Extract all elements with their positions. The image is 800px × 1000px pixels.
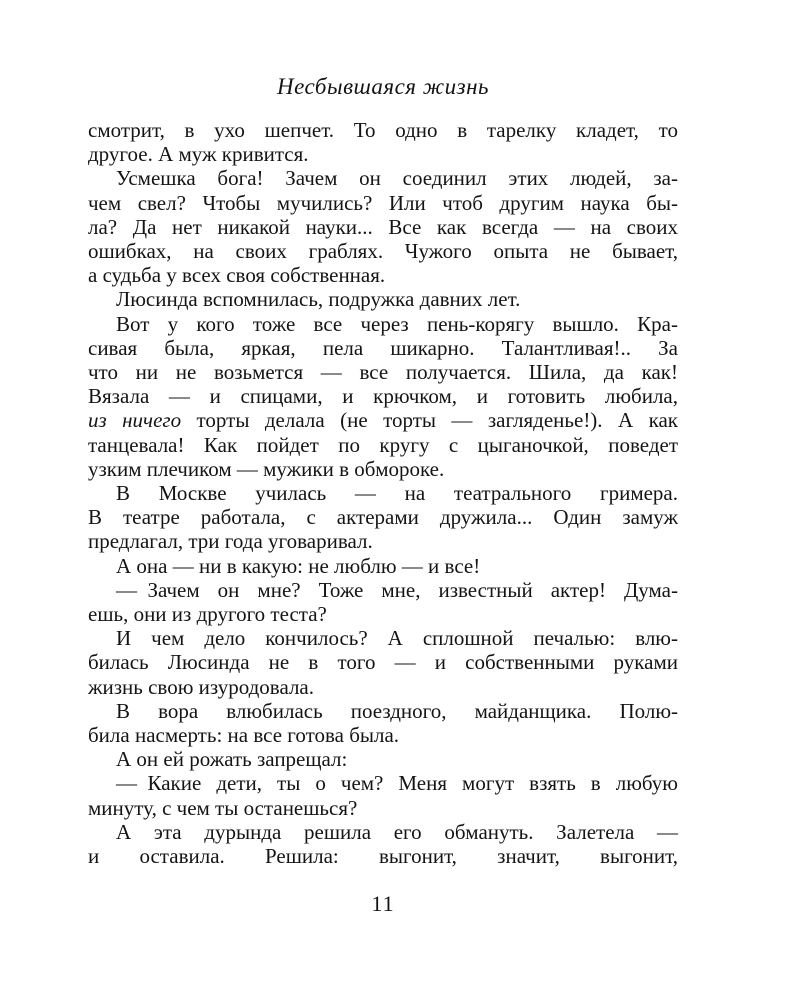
- text-line: А эта дурында решила его обмануть. Залетела —: [116, 819, 678, 844]
- page-number: 11: [371, 891, 395, 916]
- text-line: танцевала! Как пойдет по кругу с цыганочкой, поведет: [88, 432, 678, 457]
- text-line: чем свел? Чтобы мучились? Или чтоб другим наука бы-: [88, 190, 678, 215]
- text-line: билась Люсинда не в того — и собственными руками: [88, 650, 678, 675]
- italic-phrase: из ничего: [88, 408, 182, 433]
- text-line: В театре работала, с актерами дружила... Один замуж: [88, 505, 678, 530]
- text-line: смотрит, в ухо шепчет. То одно в тарелку кладет, то: [88, 118, 678, 142]
- text-line: ешь, они из другого теста?: [88, 602, 327, 627]
- text-line: ошибках, на своих граблях. Чужого опыта не бывает,: [88, 239, 678, 264]
- text-line: что ни не возьмется — все получается. Шила, да как!: [88, 360, 678, 385]
- text-line: узким плечиком — мужики в обмороке.: [88, 456, 445, 481]
- text-line: а судьба у всех своя собственная.: [88, 263, 386, 288]
- text-line: ла? Да нет никакой науки... Все как всегда — на своих: [88, 214, 678, 239]
- text-line: Вот у кого тоже все через пень-корягу вышло. Кра-: [116, 311, 678, 336]
- text-line: Люсинда вспомнилась, подружка давних лет.: [116, 287, 521, 312]
- running-title: Несбывшаяся жизнь: [277, 74, 489, 99]
- text-line: — Какие дети, ты о чем? Меня могут взять в любую: [116, 771, 678, 796]
- text-line: минуту, с чем ты останешься?: [88, 795, 358, 820]
- text-line: И чем дело кончилось? А сплошной печалью: влю-: [116, 626, 678, 651]
- text-line: В вора влюбилась поездного, майданщика. Полю-: [116, 698, 678, 723]
- text-line: сивая была, яркая, пела шикарно. Талантливая!.. За: [88, 335, 678, 360]
- text-line: А она — ни в какую: не люблю — и все!: [116, 553, 481, 578]
- text-line: другое. А муж кривится.: [88, 142, 309, 167]
- text-line: [88, 408, 678, 432]
- text-line: В Москве училась — на театрального гримера.: [116, 481, 678, 506]
- text-line: — Зачем он мне? Тоже мне, известный актер! Дума-: [116, 577, 678, 602]
- text-line: Вязала — и спицами, и крючком, и готовить любила,: [88, 384, 678, 409]
- text-line: била насмерть: на все готова была.: [88, 723, 400, 748]
- text-block: [88, 118, 678, 868]
- text-line: и оставила. Решила: выгонит, значит, выгонит,: [88, 844, 678, 869]
- text-line: Усмешка бога! Зачем он соединил этих людей, за-: [116, 166, 678, 191]
- text-line: жизнь свою изуродовала.: [88, 674, 315, 699]
- text-line: предлагал, три года уговаривал.: [88, 529, 373, 554]
- text-line: А он ей рожать запрещал:: [116, 747, 348, 772]
- text-segment: торты делала (не торты — загляденье!). А как: [181, 408, 678, 433]
